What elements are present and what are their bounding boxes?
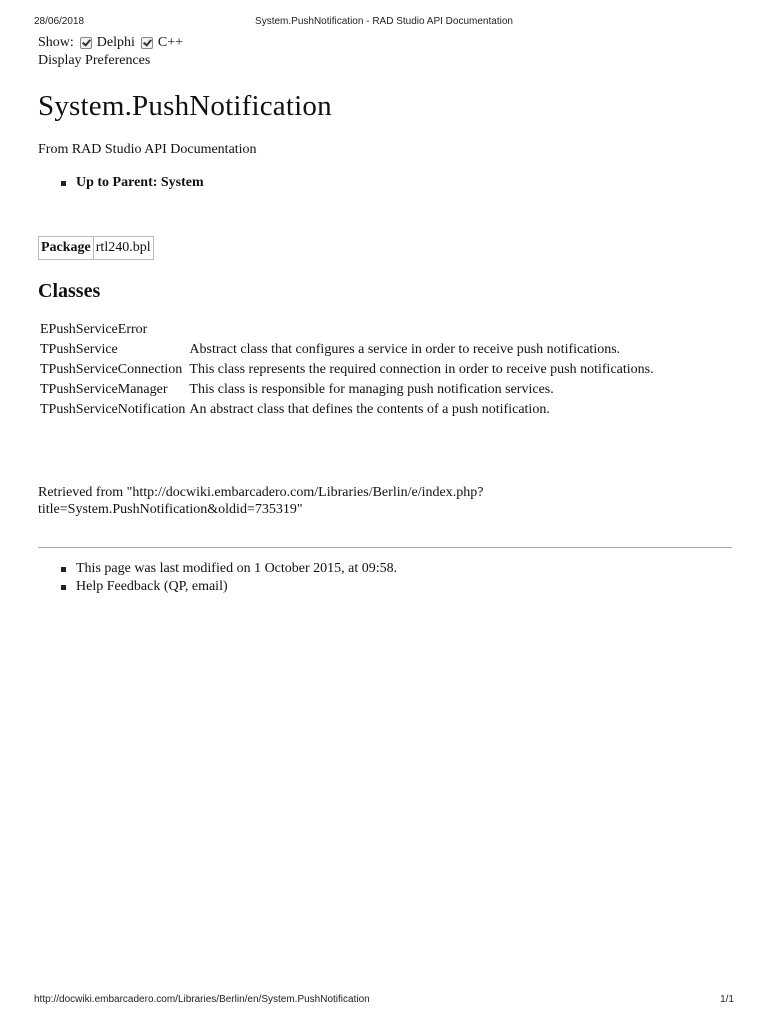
class-description: Abstract class that configures a service in order to receive push notifications. <box>189 342 621 357</box>
class-name-link[interactable]: TPushServiceConnection <box>40 362 183 377</box>
language-filter <box>38 34 734 52</box>
main-content <box>38 34 734 594</box>
page-title: System.PushNotification <box>38 90 332 122</box>
display-preferences-link[interactable]: Display Preferences <box>38 53 151 68</box>
table-row <box>38 340 656 360</box>
class-name-link[interactable]: TPushService <box>40 342 118 357</box>
print-footer <box>34 994 734 1008</box>
retrieved-line-1[interactable]: Retrieved from "http://docwiki.embarcadero.com/Libraries/Berlin/e/index.php? <box>38 485 484 500</box>
retrieved-from <box>38 484 638 518</box>
package-value: rtl240.bpl <box>93 237 153 260</box>
print-date: 28/06/2018 <box>34 16 85 27</box>
table-row <box>38 400 656 420</box>
package-table <box>38 236 154 260</box>
package-label: Package <box>39 237 94 260</box>
cpp-label: C++ <box>157 35 184 50</box>
source-line: From RAD Studio API Documentation <box>38 142 257 157</box>
class-description: This class represents the required connection in order to receive push notifications. <box>189 362 654 377</box>
print-title: System.PushNotification - RAD Studio API Documentation <box>255 16 513 27</box>
retrieved-line-2[interactable]: title=System.PushNotification&oldid=735319" <box>38 502 303 517</box>
cpp-checkbox[interactable] <box>141 37 153 49</box>
class-name-link[interactable]: EPushServiceError <box>40 322 148 337</box>
page-footer-info <box>38 560 397 596</box>
table-row <box>38 360 656 380</box>
parent-nav <box>38 174 204 192</box>
class-description: An abstract class that defines the contents of a push notification. <box>189 402 550 417</box>
print-url: http://docwiki.embarcadero.com/Libraries/Berlin/en/System.PushNotification <box>34 994 370 1005</box>
print-header <box>34 16 734 30</box>
help-feedback-link[interactable]: Help Feedback (QP, email) <box>38 578 397 596</box>
classes-heading: Classes <box>38 280 101 302</box>
delphi-checkbox[interactable] <box>80 37 92 49</box>
class-name-link[interactable]: TPushServiceManager <box>40 382 168 397</box>
divider <box>38 547 732 548</box>
class-description <box>187 320 655 340</box>
last-modified: This page was last modified on 1 October 2015, at 09:58. <box>38 560 397 578</box>
class-name-link[interactable]: TPushServiceNotification <box>40 402 186 417</box>
classes-table <box>38 320 656 420</box>
show-label: Show: <box>38 35 74 50</box>
delphi-label: Delphi <box>96 35 135 50</box>
table-row <box>38 320 656 340</box>
class-description: This class is responsible for managing push notification services. <box>189 382 554 397</box>
up-to-parent-link[interactable]: Up to Parent: System <box>38 174 204 192</box>
page-count: 1/1 <box>720 994 734 1005</box>
table-row <box>38 380 656 400</box>
